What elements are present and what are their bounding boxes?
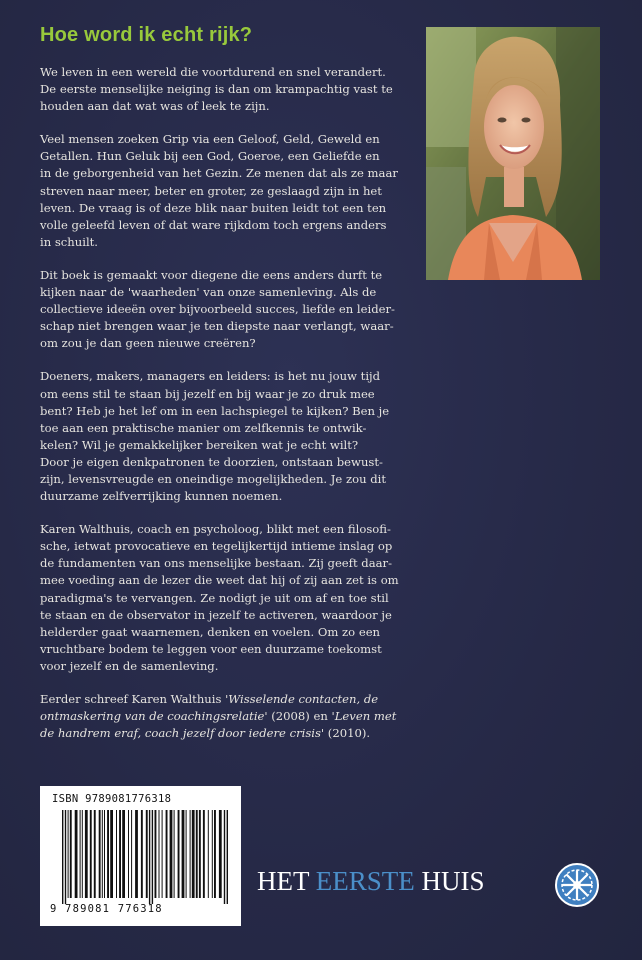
barcode-area [40,786,241,926]
barcode-bar [75,810,78,898]
barcode-bar [178,810,180,898]
paragraph-grip: Veel mensen zoeken Grip via een Geloof, Geld, Geweld en Getallen. Hun Geluk bij een God, Goeroe, een Geliefde en in de geborgenheid van het Gezin. Ze menen dat als ze maar streven naar meer, beter en groter, ze geslaagd zijn in het leven. De vraag is of deze blik naar buiten leidt tot een ten volle geleefd leven of dat ware rijkdom toch ergens anders in schuilt. [40,132,398,249]
barcode-bar [110,810,113,898]
barcode-bar [62,810,63,904]
book-title-2: 'Leven met de handrem eraf, coach jezelf door iedere crisis' [40,709,397,741]
barcode-bar [155,810,157,898]
blurb [40,64,412,742]
paragraph-bibliography: Eerder schreef Karen Walthuis 'Wisselende contacten, de ontmaskering van de coachingsrelatie' (2008) en 'Leven met de handrem eraf, coach jezelf door iedere crisis' (2010). [40,692,397,741]
barcode-bar [65,810,66,904]
book-title: Hoe word ik echt rijk? [40,24,253,46]
barcode-bar [104,810,105,898]
barcode-bar [159,810,160,898]
barcode-bar [70,810,72,898]
barcode-bar [219,810,222,898]
isbn-label: ISBN 9789081776318 [52,793,172,805]
barcode-bar [102,810,103,898]
barcode-bar [99,810,101,898]
barcode-bar [212,810,213,898]
paragraph-intro: We leven in een wereld die voortdurend en snel verandert. De eerste menselijke neiging is dan om krampachtig vast te houden aan dat wat was of leek te zijn. [40,65,393,114]
barcode-bar [166,810,168,898]
barcode-bar [85,810,88,898]
barcode-bar [149,810,150,904]
barcode-bar [182,810,185,898]
paragraph-doers: Doeners, makers, managers en leiders: is het nu jouw tijd om eens stil te staan bij jezelf en bij waar je zo druk mee bent? Heb je het lef om in een lachspiegel te kijken? Ben je toe aan een praktische manier om zelfkennis te ontwik- kelen? Wil je gemakkelijker bereiken wat je echt wilt? Door je eigen denkpatronen te doorzien, ontstaan bewust- zijn, levensvreugde en oneindige mogelijkheden. Je zou dit duurzame zelfverrijking kunnen noemen. [40,369,390,504]
publisher-logo-text: HET EERSTE HUIS [257,866,485,896]
barcode-bar [80,810,81,898]
barcode-bar [170,810,173,898]
barcode-bar [116,810,117,898]
barcode-bar [146,810,148,898]
barcode-bar [203,810,205,898]
barcode-bar [68,810,69,898]
barcode-bar [186,810,187,898]
barcode-bar [208,810,209,898]
barcode-bar [214,810,216,898]
barcode-bar [122,810,125,898]
barcode-bar [141,810,143,898]
barcode-bar [82,810,83,898]
book-title-1: 'Wisselende contacten, de ontmaskering van de coachingsrelatie' [40,692,379,724]
barcode-bar [90,810,92,898]
barcode-bar [224,810,225,904]
barcode-bar [192,810,195,898]
barcode-bar [131,810,132,898]
paragraph-book: Dit boek is gemaakt voor diegene die eens anders durft te kijken naar de 'waarheden' van onze samenleving. Als de collectieve ideeën over bijvoorbeeld succes, liefde en leider- schap niet brengen waar je ten diepste naar verlangt, waar- om zou je dan geen nieuwe creëren? [40,267,395,351]
barcode-bar [135,810,138,898]
barcode-digits: 9 789081 776318 [50,903,163,915]
barcode-bar [107,810,109,898]
paragraph-author: Karen Walthuis, coach en psycholoog, blikt met een filosofi- sche, ietwat provocatieve en tegelijkertijd intieme inslag op de fundamenten van ons menselijke bestaan. Zij geeft daar- mee voeding aan de lezer die weet dat hij of zij aan zet is om paradigma's te vervangen. Ze nodigt je uit om af en toe stil te staan en de observator in jezelf te activeren, waardoor je helderder gaat waarnemen, denken en voelen. Om zo een vruchtbare bodem te leggen voor een duurzame toekomst voor jezelf en de samenleving. [40,522,399,673]
publisher-emblem-icon [554,862,600,908]
barcode-bar [119,810,121,898]
barcode-bar [190,810,191,898]
author-photo [426,27,600,280]
barcode-bar [174,810,175,898]
barcode-bar [94,810,96,898]
barcode-bar [128,810,129,898]
barcode-bar [227,810,228,904]
barcode-bar [162,810,163,898]
barcode-bar [196,810,198,898]
barcode-bar [152,810,153,904]
barcode-bar [199,810,201,898]
